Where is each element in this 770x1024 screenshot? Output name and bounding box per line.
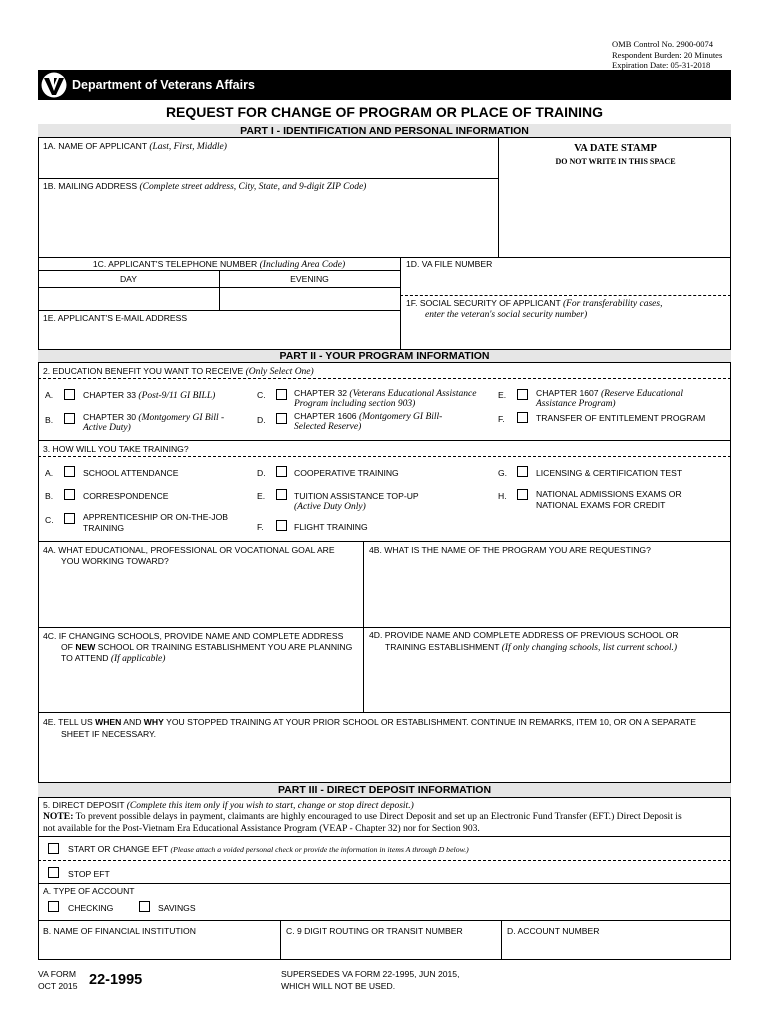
benefit-ch32-checkbox[interactable] [276, 389, 287, 400]
supersedes-2: WHICH WILL NOT BE USED. [281, 981, 396, 991]
benefit-transfer-label: TRANSFER OF ENTITLEMENT PROGRAM [536, 413, 706, 423]
form-title: REQUEST FOR CHANGE OF PROGRAM OR PLACE OF TRAINING [165, 104, 604, 120]
q4d-hint: (If only changing schools, list current school.) [501, 643, 678, 653]
benefit-ch33-label: CHAPTER 33 [83, 390, 137, 400]
q2-hint: (Only Select One) [245, 367, 314, 377]
stop-eft-checkbox[interactable] [48, 867, 59, 878]
email-divider [38, 310, 400, 311]
note-divider [38, 836, 731, 837]
training-b-letter: B. [45, 491, 54, 501]
ssn-label: 1F. SOCIAL SECURITY OF APPLICANT [406, 298, 561, 308]
stamp-divider [498, 138, 499, 258]
routing-number-label: C. 9 DIGIT ROUTING OR TRANSIT NUMBER [286, 926, 463, 936]
benefit-b-letter: B. [45, 415, 54, 425]
benefit-ch30-label: CHAPTER 30 [83, 412, 137, 422]
q4c-divider [38, 627, 731, 628]
file-divider [400, 257, 401, 349]
training-f-letter: F. [257, 522, 264, 532]
benefit-ch30-hint-2: Active Duty) [83, 423, 131, 433]
phone-label: 1C. APPLICANT'S TELEPHONE NUMBER [92, 259, 258, 269]
start-eft-divider [38, 860, 731, 861]
training-apprenticeship-label-2: TRAINING [83, 523, 125, 533]
routing-divider [501, 920, 502, 960]
address-label-wrap [43, 181, 366, 193]
q4a-label-2: YOU WORKING TOWARD? [61, 556, 169, 566]
part1-heading: PART I - IDENTIFICATION AND PERSONAL INFORMATION [240, 125, 529, 137]
benefit-ch1606-label: CHAPTER 1606 [294, 411, 357, 421]
stop-eft-label: STOP EFT [68, 869, 110, 879]
q4b-label: 4B. WHAT IS THE NAME OF THE PROGRAM YOU ARE REQUESTING? [369, 545, 651, 555]
q4-divider-top [38, 541, 731, 542]
stop-eft-divider [38, 883, 731, 884]
q4e-label-1c: AND [121, 717, 144, 727]
start-eft-label: START OR CHANGE EFT [68, 844, 169, 854]
form-number: 22-1995 [89, 972, 143, 988]
ssn-label-wrap [406, 298, 662, 310]
benefit-ch1607-hint-2: Assistance Program) [536, 399, 616, 409]
file-number-input[interactable] [406, 272, 726, 292]
q4a-label-1: 4A. WHAT EDUCATIONAL, PROFESSIONAL OR VOCATIONAL GOAL ARE [43, 545, 335, 555]
training-exams-label-2: NATIONAL EXAMS FOR CREDIT [536, 500, 666, 510]
form-label: VA FORM [38, 969, 77, 979]
q3-divider-top [38, 440, 731, 441]
training-flight-checkbox[interactable] [276, 520, 287, 531]
va-logo [40, 71, 68, 99]
q2-divider [38, 378, 731, 379]
training-correspondence-checkbox[interactable] [64, 489, 75, 500]
checking-checkbox[interactable] [48, 901, 59, 912]
account-type-label: A. TYPE OF ACCOUNT [43, 886, 135, 896]
address-hint: (Complete street address, City, State, and 9-digit ZIP Code) [139, 182, 367, 192]
ssn-hint-2: enter the veteran's social security number) [425, 310, 588, 320]
training-a-letter: A. [45, 468, 54, 478]
part2-heading: PART II - YOUR PROGRAM INFORMATION [279, 350, 490, 362]
phone-day-input[interactable] [44, 291, 214, 307]
benefit-ch1606-hint-2: Selected Reserve) [294, 422, 362, 432]
training-g-letter: G. [498, 468, 508, 478]
account-number-label: D. ACCOUNT NUMBER [507, 926, 600, 936]
agency-name: Department of Veterans Affairs [72, 78, 255, 92]
q5-hint: (Complete this item only if you wish to start, change or stop direct deposit.) [126, 801, 414, 811]
note-text-2: not available for the Post-Vietnam Era Educational Assistance Program (VEAP - Chapter 32) nor for Section 903. [43, 823, 480, 834]
benefit-ch1606-checkbox[interactable] [276, 413, 287, 424]
q4c-label-new: NEW [75, 642, 96, 652]
email-input[interactable] [44, 326, 394, 346]
phone-hint: (Including Area Code) [259, 260, 346, 270]
benefit-ch33-checkbox[interactable] [64, 389, 75, 400]
day-evening-divider [219, 270, 220, 310]
training-tuition-hint: (Active Duty Only) [294, 502, 366, 512]
benefit-ch1607-label: CHAPTER 1607 [536, 388, 599, 398]
q4c-label-3-wrap [61, 653, 165, 665]
q4b-input[interactable] [370, 560, 730, 628]
evening-label: EVENING [290, 274, 329, 284]
supersedes-1: SUPERSEDES VA FORM 22-1995, JUN 2015, [281, 969, 460, 979]
q4e-label-when: WHEN [95, 717, 122, 727]
q4a-input[interactable] [44, 570, 362, 628]
benefit-ch33-wrap [83, 390, 215, 402]
benefit-ch32-hint-1: (Veterans Educational Assistance [349, 389, 477, 399]
file-number-label: 1D. VA FILE NUMBER [406, 259, 493, 269]
benefit-f-letter: F. [498, 414, 505, 424]
bank-name-input[interactable] [44, 940, 274, 956]
omb-control-number: OMB Control No. 2900-0074 [612, 39, 714, 49]
routing-number-input[interactable] [287, 940, 495, 956]
ssn-hint-1: (For transferability cases, [562, 299, 663, 309]
q2-label-wrap [43, 366, 314, 378]
address-input[interactable] [44, 196, 498, 256]
start-eft-wrap [68, 844, 469, 855]
phone-evening-input[interactable] [224, 291, 394, 307]
q4c-label-3: TO ATTEND [61, 653, 109, 663]
name-input[interactable] [44, 155, 494, 175]
name-label: 1A. NAME OF APPLICANT [43, 141, 147, 151]
training-correspondence-label: CORRESPONDENCE [83, 491, 169, 501]
training-e-letter: E. [257, 491, 266, 501]
q4c-label-2c: SCHOOL OR TRAINING ESTABLISHMENT YOU ARE PLANNING [95, 642, 353, 652]
ssn-input[interactable] [406, 324, 726, 344]
training-tuition-checkbox[interactable] [276, 489, 287, 500]
form-date: OCT 2015 [38, 981, 78, 991]
phone-row-divider [38, 287, 400, 288]
va-date-stamp-note: DO NOT WRITE IN THIS SPACE [555, 157, 676, 166]
training-apprenticeship-label-1: APPRENTICESHIP OR ON-THE-JOB [83, 512, 228, 522]
va-seal-icon [40, 71, 68, 99]
q4d-label-2-wrap [385, 642, 677, 654]
divider-1a [38, 178, 499, 179]
checking-label: CHECKING [68, 903, 114, 913]
day-label: DAY [119, 274, 138, 284]
note-line-1 [43, 811, 682, 823]
account-number-input[interactable] [508, 940, 726, 956]
savings-label: SAVINGS [158, 903, 196, 913]
bank-name-label: B. NAME OF FINANCIAL INSTITUTION [43, 926, 196, 936]
email-label: 1E. APPLICANT'S E-MAIL ADDRESS [43, 313, 188, 323]
training-cooperative-checkbox[interactable] [276, 466, 287, 477]
benefit-ch1606-hint-1: (Montgomery GI Bill- [358, 412, 443, 422]
training-licensing-label: LICENSING & CERTIFICATION TEST [536, 468, 683, 478]
q4c-label-2a: OF [61, 642, 76, 652]
training-apprenticeship-checkbox[interactable] [64, 513, 75, 524]
name-label-wrap [43, 141, 227, 153]
q4d-label-2: TRAINING ESTABLISHMENT [385, 642, 500, 652]
training-tuition-label: TUITION ASSISTANCE TOP-UP [294, 491, 419, 501]
note-label: NOTE: [43, 811, 74, 822]
q4c-hint: (If applicable) [110, 654, 166, 664]
q4e-divider [38, 712, 731, 713]
benefit-ch1607-hint-1: (Reserve Educational [600, 389, 684, 399]
divider-1b [38, 257, 731, 258]
benefit-ch1607-checkbox[interactable] [517, 389, 528, 400]
training-cooperative-label: COOPERATIVE TRAINING [294, 468, 399, 478]
training-school-checkbox[interactable] [64, 466, 75, 477]
q4e-label-why: WHY [143, 717, 164, 727]
respondent-burden: Respondent Burden: 20 Minutes [612, 49, 723, 60]
benefit-e-letter: E. [498, 390, 507, 400]
training-licensing-checkbox[interactable] [517, 466, 528, 477]
benefit-ch30-checkbox[interactable] [64, 413, 75, 424]
benefit-a-letter: A. [45, 390, 54, 400]
q4e-input[interactable] [44, 743, 728, 783]
savings-checkbox[interactable] [139, 901, 150, 912]
q4d-input[interactable] [370, 658, 730, 712]
va-date-stamp-title: VA DATE STAMP [574, 143, 657, 154]
benefit-c-letter: C. [257, 390, 266, 400]
training-h-letter: H. [498, 491, 507, 501]
q4e-label-1e: YOU STOPPED TRAINING AT YOUR PRIOR SCHOOL OR ESTABLISHMENT. CONTINUE IN REMARKS, ITEM 10, OR ON A SEPARATE [163, 717, 696, 727]
q4e-label-1-wrap [43, 717, 729, 728]
start-eft-hint: (Please attach a voided personal check or provide the information in items A through D below.) [170, 845, 469, 854]
note-text-1: To prevent possible delays in payment, claimants are highly encouraged to use Direct Deposit and set up an Electronic Fund Transfer (EFT.) Direct Deposit is [73, 811, 682, 822]
start-eft-checkbox[interactable] [48, 843, 59, 854]
q4d-label-1: 4D. PROVIDE NAME AND COMPLETE ADDRESS OF PREVIOUS SCHOOL OR [369, 630, 679, 640]
q4c-input[interactable] [44, 668, 362, 712]
expiration-date: Expiration Date: 05-31-2018 [612, 60, 711, 70]
bank-divider [280, 920, 281, 960]
benefit-ch30-hint-1: (Montgomery GI Bill - [138, 413, 225, 423]
part3-heading: PART III - DIRECT DEPOSIT INFORMATION [277, 784, 492, 796]
benefit-ch32-label: CHAPTER 32 [294, 388, 348, 398]
q4e-label-2: SHEET IF NECESSARY. [61, 729, 157, 739]
ssn-divider [400, 295, 731, 296]
training-flight-label: FLIGHT TRAINING [294, 522, 368, 532]
benefit-transfer-checkbox[interactable] [517, 412, 528, 423]
q4c-label-2-wrap [61, 642, 352, 653]
training-school-label: SCHOOL ATTENDANCE [83, 468, 179, 478]
q2-label: 2. EDUCATION BENEFIT YOU WANT TO RECEIVE [43, 366, 244, 376]
q5-label: 5. DIRECT DEPOSIT [43, 800, 125, 810]
address-label: 1B. MAILING ADDRESS [43, 181, 138, 191]
benefit-ch33-hint: (Post-9/11 GI BILL) [138, 391, 216, 401]
name-hint: (Last, First, Middle) [149, 142, 227, 152]
training-d-letter: D. [257, 468, 266, 478]
training-exams-checkbox[interactable] [517, 489, 528, 500]
q4e-label-1a: 4E. TELL US [43, 717, 96, 727]
account-type-divider [38, 920, 731, 921]
benefit-ch32-hint-2: Program including section 903) [294, 399, 416, 409]
training-exams-label-1: NATIONAL ADMISSIONS EXAMS OR [536, 489, 682, 499]
q4c-label-1: 4C. IF CHANGING SCHOOLS, PROVIDE NAME AND COMPLETE ADDRESS [43, 631, 344, 641]
benefit-d-letter: D. [257, 415, 266, 425]
q3-label: 3. HOW WILL YOU TAKE TRAINING? [43, 444, 189, 454]
q3-divider [38, 456, 731, 457]
training-c-letter: C. [45, 515, 54, 525]
omb-block [612, 39, 722, 71]
